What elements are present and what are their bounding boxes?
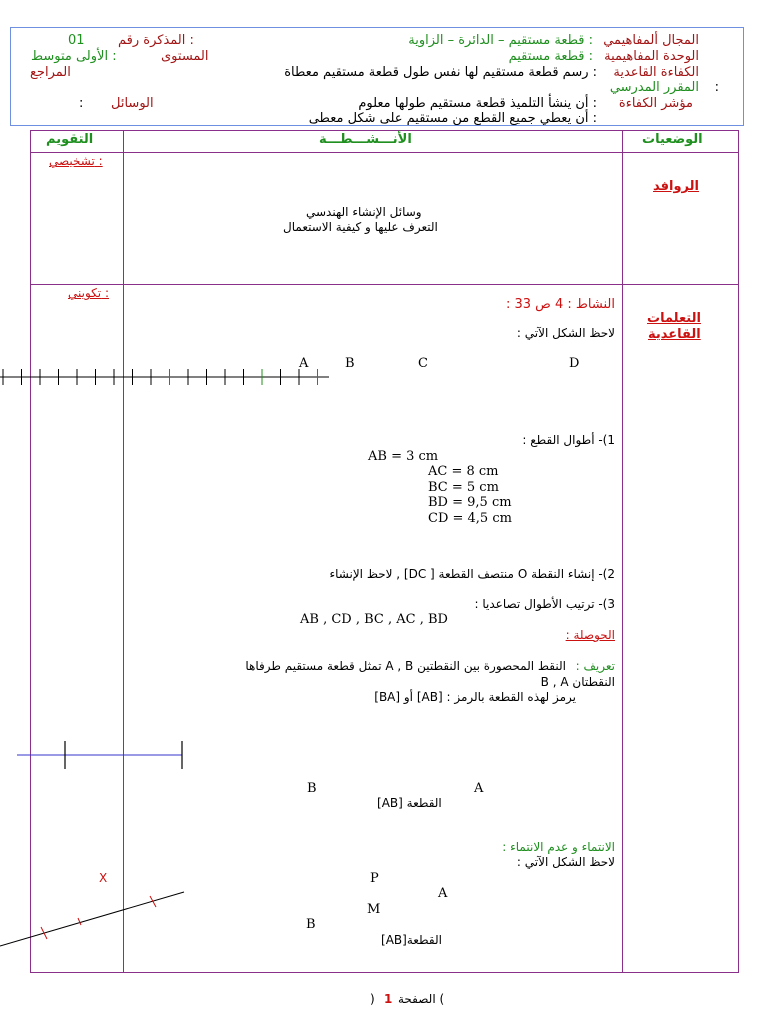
membership-title: الانتماء و عدم الانتماء : — [502, 840, 615, 854]
field-value: : قطعة مستقيم – الدائرة – الزاوية — [408, 33, 593, 48]
row-label-basic-learning-2: القاعدية — [648, 327, 701, 342]
memo-number: 01 — [68, 33, 85, 48]
conclusion-label: الحوصلة : — [565, 628, 615, 642]
indicator-label: مؤشر الكفاءة — [618, 96, 693, 111]
formative-eval-label: تكويني : — [68, 286, 109, 300]
program-colon: : — [714, 80, 719, 95]
tools-colon: : — [79, 96, 84, 111]
fig2-point-b: B — [307, 781, 317, 796]
definition-text-2: النقطتان B , A — [540, 675, 615, 689]
length-ab: AB = 3 cm — [368, 449, 439, 464]
col-activities-header: الأنـــشـــطـــة — [319, 132, 412, 147]
length-bd: BD = 9,5 cm — [428, 495, 512, 510]
symbol-text: يرمز لهذه القطعة بالرمز : [AB] أو [BA] — [374, 690, 576, 704]
fig2-point-a: A — [474, 781, 484, 796]
question-1: 1)- أطوال القطع : — [522, 433, 615, 447]
fig1-point-d: D — [569, 356, 580, 371]
fig3-tick-m — [78, 918, 81, 925]
field-label: المجال ألمفاهيمي — [603, 33, 699, 48]
row-label-tributaries: الروافد — [653, 179, 699, 194]
diagnostic-eval-label: تشخيصي : — [49, 154, 103, 168]
fig3-x-mark: X — [99, 871, 108, 885]
fig1-number-line — [0, 369, 329, 385]
col-evaluation-header: التقويم — [46, 132, 94, 147]
fig3-point-m: M — [367, 902, 381, 917]
question-3: 3)- ترتيب الأطوال تصاعديا : — [474, 597, 615, 611]
competence-value: : رسم قطعة مستقيم لها نفس طول قطعة مستقيم معطاة — [284, 65, 597, 80]
competence-label: الكفاءة القاعدية — [613, 65, 699, 80]
memo-label: المذكرة رقم : — [118, 33, 194, 48]
fig3-point-b: B — [306, 917, 316, 932]
program-label: المقرر المدرسي — [609, 80, 699, 95]
page-label: الصفحة ( — [398, 992, 445, 1006]
indicator-value: : أن ينشأ التلميذ قطعة مستقيم طولها معلوم — [358, 96, 597, 111]
tools-label: الوسائل — [111, 96, 154, 111]
definition-text: النقط المحصورة بين النقطتين A , B تمثل قطعة مستقيم طرفاها — [245, 659, 566, 673]
fig3-segment — [0, 892, 184, 946]
page-number: 1 — [384, 992, 393, 1006]
definition-label: تعريف : — [575, 659, 615, 673]
fig3-caption: القطعة[AB] — [381, 933, 442, 947]
indicator-value-2: : أن يعطي جميع القطع من مستقيم على شكل معطى — [308, 111, 597, 126]
row-label-basic-learning-1: التعلمات — [647, 311, 701, 326]
tools-line-1: وسائل الإنشاء الهندسي — [306, 205, 422, 219]
level-label: المستوى — [161, 49, 209, 64]
fig3-tick-b — [41, 927, 47, 939]
observe-text: لاحظ الشكل الآتي : — [516, 326, 615, 340]
fig2-caption: القطعة [AB] — [377, 796, 442, 810]
page-close: ) — [370, 992, 375, 1006]
fig3-point-p: P — [370, 871, 379, 886]
unit-value: : قطعة مستقيم — [508, 49, 593, 64]
fig2-segment — [17, 741, 182, 769]
references-label: المراجع — [30, 65, 71, 80]
fig3-point-a: A — [438, 886, 448, 901]
length-bc: BC = 5 cm — [428, 480, 499, 495]
fig3-line — [0, 892, 184, 946]
activity-title: النشاط : 4 ص 33 : — [505, 297, 615, 312]
length-cd: CD = 4,5 cm — [428, 511, 512, 526]
membership-observe: لاحظ الشكل الآتي : — [516, 855, 615, 869]
length-order: AB , CD , BC , AC , BD — [300, 612, 448, 627]
fig1-point-a: A — [299, 356, 309, 371]
fig1-point-c: C — [418, 356, 428, 371]
level-value: : الأولى متوسط — [31, 49, 117, 64]
col-situations-header: الوضعيات — [642, 132, 703, 147]
unit-label: الوحدة المفاهيمية — [604, 49, 699, 64]
question-2: 2)- إنشاء النقطة O منتصف القطعة [ DC] , لاحظ الإنشاء — [329, 567, 615, 581]
length-ac: AC = 8 cm — [428, 464, 499, 479]
tools-line-2: التعرف عليها و كيفية الاستعمال — [283, 220, 438, 234]
fig1-point-b: B — [345, 356, 355, 371]
